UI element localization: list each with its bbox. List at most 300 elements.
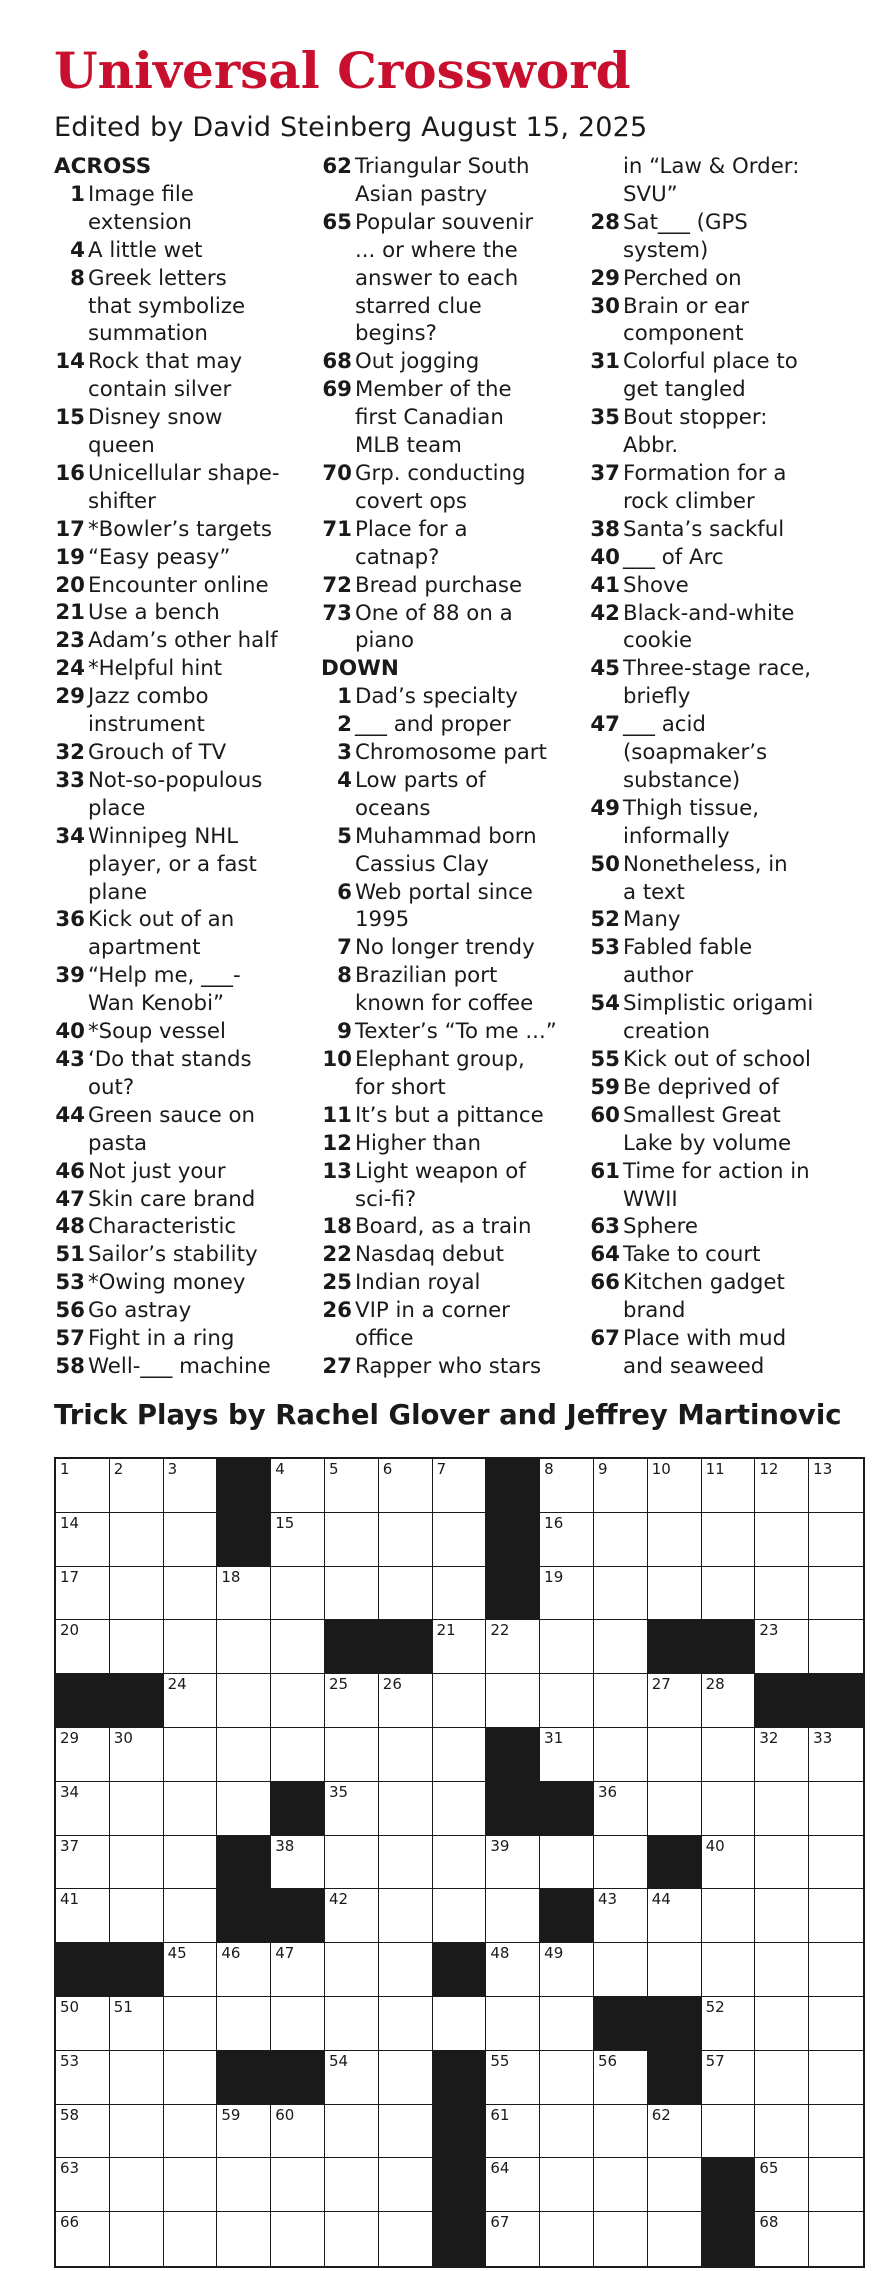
- grid-cell[interactable]: [325, 1836, 379, 1890]
- grid-cell[interactable]: [110, 2158, 164, 2212]
- grid-cell[interactable]: [271, 2212, 325, 2266]
- clue-number: 38: [590, 516, 620, 542]
- grid-cell[interactable]: [379, 1567, 433, 1621]
- grid-cell[interactable]: [486, 2158, 540, 2212]
- grid-cell[interactable]: [56, 2212, 110, 2266]
- clue-down-3[interactable]: [321, 739, 583, 767]
- grid-cell[interactable]: [809, 1567, 863, 1621]
- grid-cell[interactable]: [433, 1782, 487, 1836]
- grid-cell[interactable]: [648, 1513, 702, 1567]
- grid-cell[interactable]: [486, 1997, 540, 2051]
- grid-cell[interactable]: [755, 1728, 809, 1782]
- grid-cell[interactable]: [540, 2212, 594, 2266]
- grid-cell[interactable]: [809, 1943, 863, 1997]
- grid-cell[interactable]: [594, 1782, 648, 1836]
- grid-cell[interactable]: [379, 1943, 433, 1997]
- clue-down-30[interactable]: [589, 293, 851, 349]
- grid-cell[interactable]: [594, 2105, 648, 2159]
- cell-number: 33: [813, 1728, 833, 1747]
- grid-cell[interactable]: [433, 1620, 487, 1674]
- grid-cell[interactable]: [540, 1567, 594, 1621]
- grid-cell[interactable]: [433, 1567, 487, 1621]
- grid-cell[interactable]: [56, 1620, 110, 1674]
- grid-cell[interactable]: [325, 2158, 379, 2212]
- grid-cell[interactable]: [809, 1836, 863, 1890]
- clue-across-51[interactable]: [54, 1241, 316, 1269]
- grid-cell[interactable]: [702, 2051, 756, 2105]
- grid-cell[interactable]: [379, 1889, 433, 1943]
- clue-across-15[interactable]: [54, 404, 316, 460]
- grid-cell[interactable]: [594, 1513, 648, 1567]
- grid-cell[interactable]: [325, 2105, 379, 2159]
- grid-cell[interactable]: [433, 1459, 487, 1513]
- grid-cell[interactable]: [809, 1459, 863, 1513]
- grid-cell[interactable]: [325, 1997, 379, 2051]
- clue-across-47[interactable]: [54, 1186, 316, 1214]
- grid-cell[interactable]: [540, 1997, 594, 2051]
- grid-cell[interactable]: [702, 1782, 756, 1836]
- grid-cell[interactable]: [702, 1943, 756, 1997]
- clue-across-43[interactable]: [54, 1046, 316, 1102]
- grid-cell[interactable]: [271, 2105, 325, 2159]
- clue-down-28[interactable]: [589, 209, 851, 265]
- grid-cell[interactable]: [702, 1567, 756, 1621]
- grid-cell[interactable]: [486, 2212, 540, 2266]
- grid-cell[interactable]: [809, 1728, 863, 1782]
- clue-across-1[interactable]: [54, 181, 316, 237]
- clue-text: Take to court: [623, 1242, 761, 1268]
- grid-cell[interactable]: [110, 2105, 164, 2159]
- grid-cell[interactable]: [110, 1836, 164, 1890]
- clue-across-36[interactable]: [54, 906, 316, 962]
- grid-cell[interactable]: [271, 1674, 325, 1728]
- clue-across-32[interactable]: [54, 739, 316, 767]
- clue-text: Chromosome part: [355, 740, 547, 766]
- grid-cell[interactable]: [755, 2051, 809, 2105]
- grid-cell[interactable]: [702, 1459, 756, 1513]
- clue-text: Higher than: [355, 1130, 481, 1156]
- grid-cell[interactable]: [56, 1782, 110, 1836]
- grid-cell[interactable]: [325, 1943, 379, 1997]
- grid-cell[interactable]: [540, 1674, 594, 1728]
- grid-cell[interactable]: [271, 2158, 325, 2212]
- grid-cell[interactable]: [271, 1620, 325, 1674]
- grid-cell[interactable]: [164, 1513, 218, 1567]
- grid-cell[interactable]: [594, 2212, 648, 2266]
- grid-cell[interactable]: [809, 2212, 863, 2266]
- grid-cell[interactable]: [809, 2051, 863, 2105]
- grid-cell[interactable]: [702, 1997, 756, 2051]
- grid-cell[interactable]: [648, 2105, 702, 2159]
- grid-cell[interactable]: [594, 1674, 648, 1728]
- clue-across-4[interactable]: [54, 237, 316, 265]
- grid-cell[interactable]: [325, 1674, 379, 1728]
- grid-cell[interactable]: [594, 1889, 648, 1943]
- grid-cell[interactable]: [755, 2212, 809, 2266]
- clue-number: 69: [322, 377, 352, 403]
- grid-cell[interactable]: [56, 1836, 110, 1890]
- clue-down-27[interactable]: [321, 1353, 583, 1381]
- grid-cell[interactable]: [56, 2158, 110, 2212]
- grid-cell[interactable]: [594, 1459, 648, 1513]
- clue-down-45[interactable]: [589, 655, 851, 711]
- grid-cell[interactable]: [271, 1943, 325, 1997]
- clue-across-56[interactable]: [54, 1297, 316, 1325]
- clue-down-64[interactable]: [589, 1241, 851, 1269]
- grid-cell[interactable]: [755, 2158, 809, 2212]
- grid-cell[interactable]: [164, 1782, 218, 1836]
- grid-cell[interactable]: [433, 1513, 487, 1567]
- clue-down-6[interactable]: [321, 879, 583, 935]
- clue-down-5[interactable]: [321, 823, 583, 879]
- clue-text: ___ of Arc: [623, 544, 724, 570]
- clue-across-14[interactable]: [54, 348, 316, 404]
- cell-number: 65: [759, 2159, 779, 2178]
- grid-cell[interactable]: [486, 2105, 540, 2159]
- grid-cell[interactable]: [164, 2158, 218, 2212]
- clue-down-26[interactable]: [321, 1297, 583, 1353]
- grid-cell[interactable]: [379, 1728, 433, 1782]
- clue-text: Light weapon of sci-fi?: [355, 1158, 526, 1212]
- clue-down-50[interactable]: [589, 851, 851, 907]
- clue-down-67[interactable]: [589, 1325, 851, 1381]
- grid-cell[interactable]: [594, 1620, 648, 1674]
- grid-cell[interactable]: [809, 1889, 863, 1943]
- grid-cell[interactable]: [540, 1728, 594, 1782]
- clue-down-2[interactable]: [321, 711, 583, 739]
- grid-cell[interactable]: [433, 1728, 487, 1782]
- grid-cell[interactable]: [325, 2051, 379, 2105]
- cell-number: 31: [544, 1728, 564, 1747]
- clue-across-17[interactable]: [54, 516, 316, 544]
- grid-cell[interactable]: [164, 2051, 218, 2105]
- clue-down-7[interactable]: [321, 934, 583, 962]
- grid-cell[interactable]: [110, 1997, 164, 2051]
- clue-down-12[interactable]: [321, 1130, 583, 1158]
- cell-number: 17: [60, 1567, 80, 1586]
- grid-cell[interactable]: [217, 1567, 271, 1621]
- grid-cell[interactable]: [56, 2051, 110, 2105]
- cell-number: 26: [382, 1675, 402, 1694]
- clue-down-49[interactable]: [589, 795, 851, 851]
- clue-across-48[interactable]: [54, 1213, 316, 1241]
- clue-down-4[interactable]: [321, 767, 583, 823]
- grid-cell[interactable]: [702, 1889, 756, 1943]
- grid-cell[interactable]: [702, 2105, 756, 2159]
- grid-cell[interactable]: [755, 1513, 809, 1567]
- grid-cell[interactable]: [755, 1889, 809, 1943]
- clue-across-70[interactable]: [321, 460, 583, 516]
- grid-cell[interactable]: [56, 1513, 110, 1567]
- clue-across-33[interactable]: [54, 767, 316, 823]
- grid-cell[interactable]: [540, 2105, 594, 2159]
- grid-cell[interactable]: [755, 1567, 809, 1621]
- clue-down-53[interactable]: [589, 934, 851, 990]
- grid-cell[interactable]: [164, 1674, 218, 1728]
- clue-number: 21: [55, 600, 85, 626]
- grid-cell[interactable]: [56, 1997, 110, 2051]
- grid-cell[interactable]: [217, 1674, 271, 1728]
- clue-across-21[interactable]: [54, 599, 316, 627]
- clue-text: Member of the first Canadian MLB team: [355, 377, 512, 459]
- clue-down-35[interactable]: [589, 404, 851, 460]
- grid-cell[interactable]: [164, 1567, 218, 1621]
- grid-cell[interactable]: [486, 2051, 540, 2105]
- grid-cell[interactable]: [755, 1943, 809, 1997]
- clue-across-73[interactable]: [321, 600, 583, 656]
- grid-cell[interactable]: [540, 1459, 594, 1513]
- grid-cell[interactable]: [217, 2105, 271, 2159]
- grid-cell[interactable]: [540, 1836, 594, 1890]
- cell-number: 53: [60, 2051, 80, 2070]
- grid-cell[interactable]: [755, 2105, 809, 2159]
- clue-across-58[interactable]: [54, 1353, 316, 1381]
- grid-cell[interactable]: [110, 2051, 164, 2105]
- clue-down-52[interactable]: [589, 906, 851, 934]
- crossword-grid[interactable]: [54, 1457, 865, 2268]
- grid-cell[interactable]: [433, 1674, 487, 1728]
- grid-cell[interactable]: [379, 1674, 433, 1728]
- clue-across-57[interactable]: [54, 1325, 316, 1353]
- clue-down-11[interactable]: [321, 1102, 583, 1130]
- grid-cell[interactable]: [433, 1889, 487, 1943]
- clue-across-29[interactable]: [54, 683, 316, 739]
- grid-cell[interactable]: [110, 1889, 164, 1943]
- grid-cell[interactable]: [379, 1782, 433, 1836]
- grid-cell[interactable]: [755, 1997, 809, 2051]
- grid-cell[interactable]: [648, 2212, 702, 2266]
- grid-cell[interactable]: [648, 1567, 702, 1621]
- grid-cell[interactable]: [271, 1513, 325, 1567]
- grid-cell[interactable]: [110, 1459, 164, 1513]
- grid-cell[interactable]: [809, 1997, 863, 2051]
- grid-cell[interactable]: [271, 1567, 325, 1621]
- grid-cell[interactable]: [486, 1674, 540, 1728]
- grid-cell[interactable]: [379, 1836, 433, 1890]
- grid-cell[interactable]: [217, 1782, 271, 1836]
- clue-down-60[interactable]: [589, 1102, 851, 1158]
- clue-across-71[interactable]: [321, 516, 583, 572]
- clue-down-55[interactable]: [589, 1046, 851, 1074]
- clue-across-20[interactable]: [54, 572, 316, 600]
- grid-cell[interactable]: [271, 1459, 325, 1513]
- grid-cell[interactable]: [164, 1836, 218, 1890]
- clue-down-29[interactable]: [589, 265, 851, 293]
- clue-across-34[interactable]: [54, 823, 316, 907]
- grid-cell[interactable]: [164, 1997, 218, 2051]
- grid-cell[interactable]: [110, 1620, 164, 1674]
- clue-down-18[interactable]: [321, 1213, 583, 1241]
- grid-cell[interactable]: [217, 1728, 271, 1782]
- grid-cell[interactable]: [379, 1513, 433, 1567]
- clue-text: Unicellular shape- shifter: [88, 460, 280, 514]
- clue-down-25[interactable]: [321, 1269, 583, 1297]
- clue-across-69[interactable]: [321, 376, 583, 460]
- clue-across-40[interactable]: [54, 1018, 316, 1046]
- grid-cell[interactable]: [755, 1836, 809, 1890]
- grid-cell[interactable]: [271, 1997, 325, 2051]
- clue-text: Disney snow queen: [88, 405, 223, 459]
- grid-cell[interactable]: [271, 1836, 325, 1890]
- clue-down-1[interactable]: [321, 683, 583, 711]
- grid-cell[interactable]: [648, 1728, 702, 1782]
- grid-cell[interactable]: [486, 1943, 540, 1997]
- grid-cell[interactable]: [110, 1567, 164, 1621]
- grid-cell[interactable]: [702, 1728, 756, 1782]
- clue-number: 47: [590, 712, 620, 738]
- clue-down-37[interactable]: [589, 460, 851, 516]
- clue-text: in “Law & Order: SVU”: [623, 154, 800, 207]
- grid-cell[interactable]: [110, 2212, 164, 2266]
- grid-cell[interactable]: [164, 2105, 218, 2159]
- grid-cell[interactable]: [164, 1459, 218, 1513]
- grid-cell[interactable]: [379, 1997, 433, 2051]
- grid-cell[interactable]: [809, 1782, 863, 1836]
- grid-cell[interactable]: [486, 1836, 540, 1890]
- grid-cell[interactable]: [56, 1459, 110, 1513]
- grid-cell[interactable]: [433, 1836, 487, 1890]
- grid-cell[interactable]: [755, 1620, 809, 1674]
- grid-cell[interactable]: [702, 1513, 756, 1567]
- clue-number: 47: [55, 1186, 85, 1212]
- clue-across-8[interactable]: [54, 265, 316, 349]
- grid-cell[interactable]: [755, 1459, 809, 1513]
- clue-number: 6: [337, 879, 352, 905]
- grid-cell[interactable]: [325, 2212, 379, 2266]
- cell-number: 30: [113, 1728, 133, 1747]
- grid-cell[interactable]: [594, 1836, 648, 1890]
- clue-across-72[interactable]: [321, 572, 583, 600]
- grid-cell[interactable]: [217, 1997, 271, 2051]
- grid-cell[interactable]: [594, 1943, 648, 1997]
- grid-cell[interactable]: [648, 1674, 702, 1728]
- grid-cell[interactable]: [379, 2051, 433, 2105]
- grid-cell[interactable]: [809, 1620, 863, 1674]
- grid-cell[interactable]: [56, 1728, 110, 1782]
- grid-cell[interactable]: [433, 1997, 487, 2051]
- grid-cell[interactable]: [217, 2212, 271, 2266]
- grid-cell[interactable]: [648, 1782, 702, 1836]
- clue-text: Popular souvenir ... or where the answer to each starred clue begins?: [355, 209, 534, 347]
- grid-cell[interactable]: [648, 1943, 702, 1997]
- grid-cell[interactable]: [325, 1513, 379, 1567]
- grid-block: [433, 2051, 487, 2105]
- grid-cell[interactable]: [648, 1889, 702, 1943]
- clue-across-16[interactable]: [54, 460, 316, 516]
- grid-cell[interactable]: [486, 1620, 540, 1674]
- clue-down-13[interactable]: [321, 1158, 583, 1214]
- grid-cell[interactable]: [325, 1459, 379, 1513]
- grid-cell[interactable]: [325, 1728, 379, 1782]
- grid-cell[interactable]: [486, 1889, 540, 1943]
- grid-cell[interactable]: [379, 1459, 433, 1513]
- grid-cell[interactable]: [217, 1943, 271, 1997]
- grid-cell[interactable]: [325, 1567, 379, 1621]
- clue-across-19[interactable]: [54, 544, 316, 572]
- grid-cell[interactable]: [164, 1889, 218, 1943]
- clue-down-8[interactable]: [321, 962, 583, 1018]
- clue-down-40[interactable]: [589, 544, 851, 572]
- cell-number: 51: [113, 1997, 133, 2016]
- grid-cell[interactable]: [809, 2105, 863, 2159]
- grid-cell[interactable]: [540, 1620, 594, 1674]
- grid-cell[interactable]: [271, 1728, 325, 1782]
- grid-cell[interactable]: [56, 2105, 110, 2159]
- grid-cell[interactable]: [540, 1943, 594, 1997]
- grid-cell[interactable]: [809, 2158, 863, 2212]
- grid-cell[interactable]: [217, 2158, 271, 2212]
- grid-cell[interactable]: [540, 2051, 594, 2105]
- grid-cell[interactable]: [702, 1836, 756, 1890]
- clue-number: 22: [322, 1242, 352, 1268]
- clue-down-66[interactable]: [589, 1269, 851, 1325]
- clue-across-62[interactable]: [321, 153, 583, 209]
- clue-down-38[interactable]: [589, 516, 851, 544]
- grid-cell[interactable]: [809, 1513, 863, 1567]
- clue-across-44[interactable]: [54, 1102, 316, 1158]
- clue-down-10[interactable]: [321, 1046, 583, 1102]
- grid-cell[interactable]: [540, 2158, 594, 2212]
- clue-across-65[interactable]: [321, 209, 583, 349]
- clue-across-39[interactable]: [54, 962, 316, 1018]
- grid-cell[interactable]: [648, 2158, 702, 2212]
- clue-down-31[interactable]: [589, 348, 851, 404]
- grid-cell[interactable]: [379, 2212, 433, 2266]
- grid-cell[interactable]: [702, 1674, 756, 1728]
- grid-cell[interactable]: [594, 2051, 648, 2105]
- grid-cell[interactable]: [325, 1782, 379, 1836]
- clue-down-41[interactable]: [589, 572, 851, 600]
- grid-cell[interactable]: [540, 1513, 594, 1567]
- clue-across-46[interactable]: [54, 1158, 316, 1186]
- clue-down-54[interactable]: [589, 990, 851, 1046]
- grid-cell[interactable]: [110, 1782, 164, 1836]
- clue-across-53[interactable]: [54, 1269, 316, 1297]
- clue-text: No longer trendy: [355, 935, 535, 961]
- grid-cell[interactable]: [110, 1513, 164, 1567]
- grid-cell[interactable]: [594, 1728, 648, 1782]
- grid-cell[interactable]: [56, 1889, 110, 1943]
- grid-cell[interactable]: [164, 1943, 218, 1997]
- clue-down-47[interactable]: [589, 711, 851, 795]
- clue-across-23[interactable]: [54, 627, 316, 655]
- clue-down-42[interactable]: [589, 600, 851, 656]
- grid-cell[interactable]: [755, 1782, 809, 1836]
- clue-down-22[interactable]: [321, 1241, 583, 1269]
- grid-cell[interactable]: [164, 2212, 218, 2266]
- clue-down-61[interactable]: [589, 1158, 851, 1214]
- grid-cell[interactable]: [56, 1567, 110, 1621]
- grid-cell[interactable]: [594, 2158, 648, 2212]
- down-heading: DOWN: [321, 656, 399, 682]
- grid-cell[interactable]: [648, 1459, 702, 1513]
- grid-cell[interactable]: [379, 2105, 433, 2159]
- grid-cell[interactable]: [217, 1620, 271, 1674]
- grid-cell[interactable]: [594, 1567, 648, 1621]
- grid-cell[interactable]: [110, 1728, 164, 1782]
- clue-down-63[interactable]: [589, 1213, 851, 1241]
- grid-block: [486, 1513, 540, 1567]
- grid-cell[interactable]: [379, 2158, 433, 2212]
- clue-across-68[interactable]: [321, 348, 583, 376]
- grid-cell[interactable]: [164, 1620, 218, 1674]
- grid-cell[interactable]: [325, 1889, 379, 1943]
- clue-across-24[interactable]: [54, 655, 316, 683]
- grid-cell[interactable]: [164, 1728, 218, 1782]
- clue-down-59[interactable]: [589, 1074, 851, 1102]
- clue-down-9[interactable]: [321, 1018, 583, 1046]
- grid-block: [648, 2051, 702, 2105]
